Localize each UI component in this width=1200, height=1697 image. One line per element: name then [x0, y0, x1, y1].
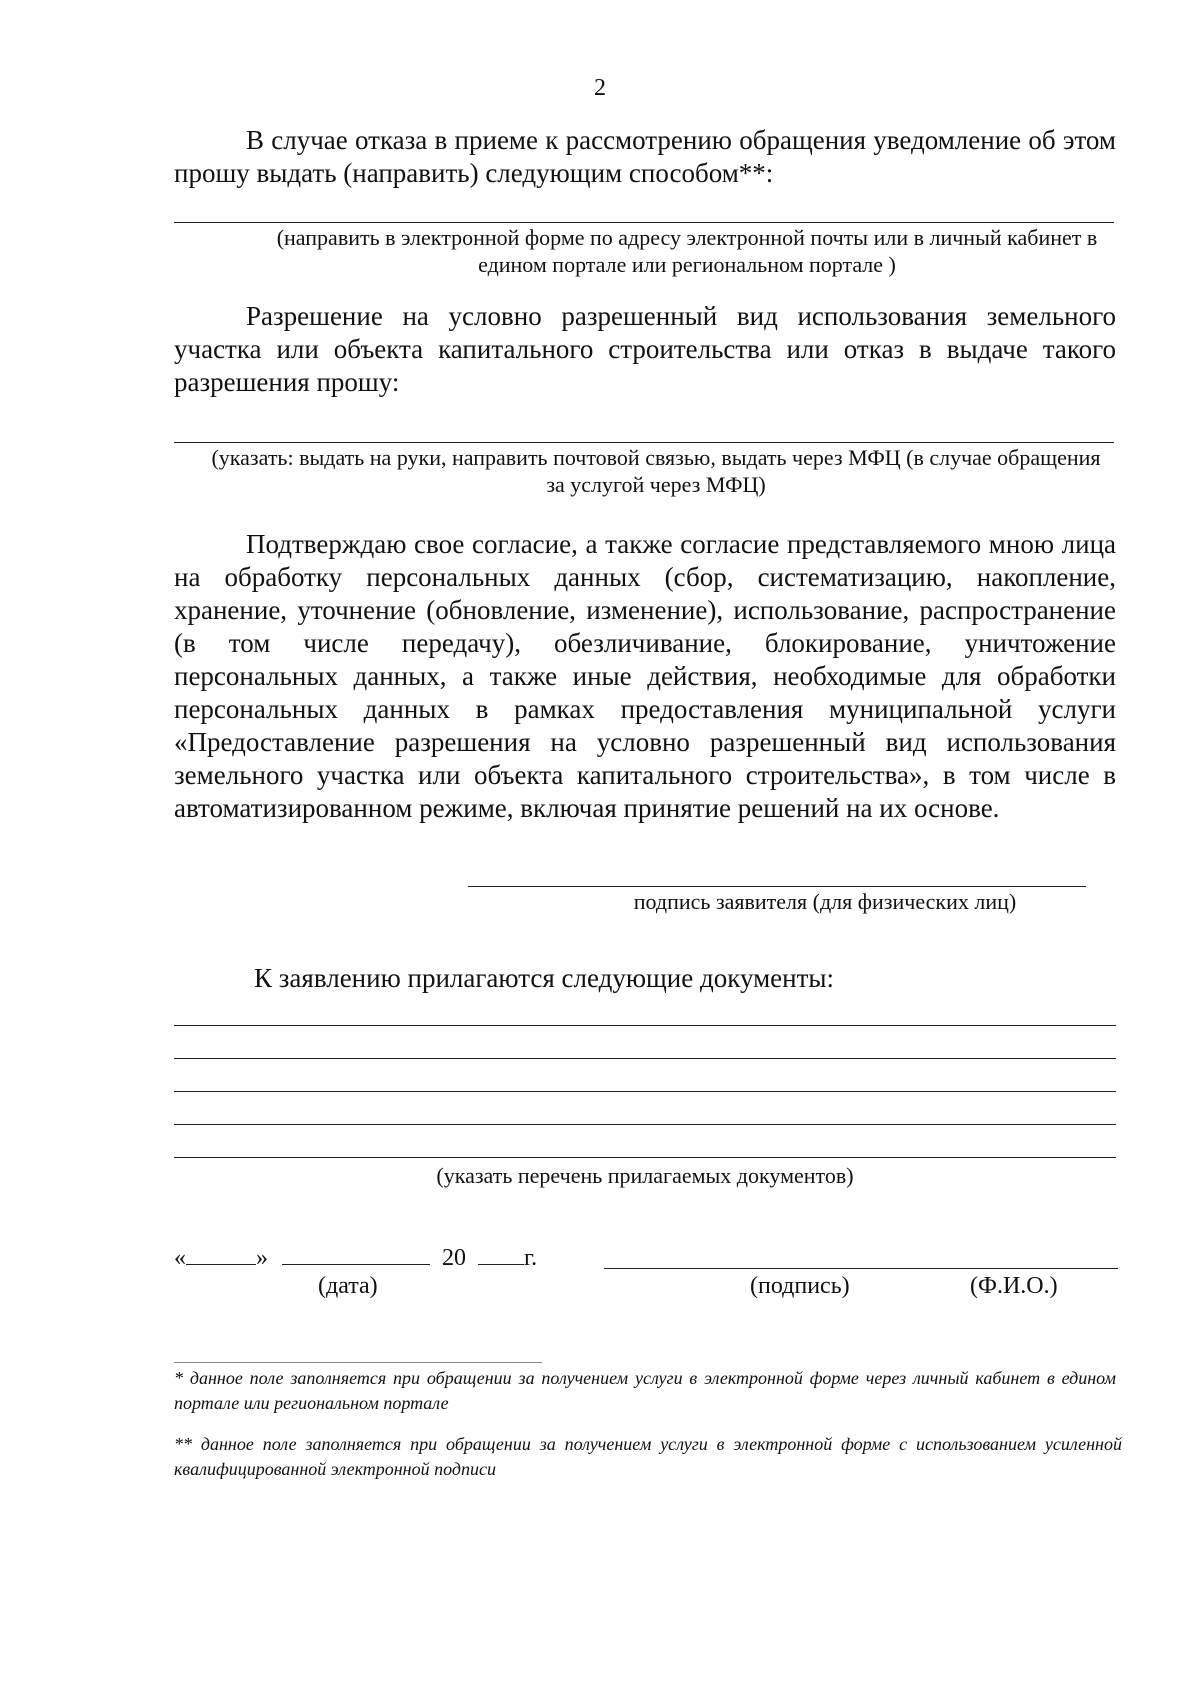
attachment-line	[174, 1157, 1116, 1158]
footnote-1: * данное поле заполняется при обращении за получением услуги в электронной форме через личный кабинет в едином портале или региональном портале	[174, 1368, 1116, 1413]
year-suffix: г.	[524, 1245, 538, 1271]
permit-delivery-hint: (указать: выдать на руки, направить почтовой связью, выдать через МФЦ (в случае обращения за услугой через МФЦ)	[211, 445, 1101, 497]
year-prefix: 20	[442, 1245, 466, 1271]
date-open-quote: «	[174, 1245, 186, 1271]
consent-paragraph: Подтверждаю свое согласие, а также согласие представляемого мною лица на обработку персональных данных (сбор, систематизацию, накопление, хранение, уточнение (обновление, изменение), использование, распространение (в том числе передачу), обезличивание, блокирование, уничтожение персональных данных, а также иные действия, необходимые для обработки персональных данных в рамках предоставления муниципальной услуги «Предоставление разрешения на условно разрешенный вид использования земельного участка или объекта капитального строительства», в том числе в автоматизированном режиме, включая принятие решений на их основе.	[174, 529, 1116, 823]
footnote-separator	[174, 1362, 542, 1363]
day-blank	[186, 1242, 256, 1265]
month-blank	[282, 1242, 430, 1265]
date-label: (дата)	[318, 1273, 378, 1299]
page-number: 2	[594, 75, 606, 101]
date-field	[174, 1242, 537, 1272]
attachment-line	[174, 1124, 1116, 1125]
refusal-notice-paragraph: В случае отказа в приеме к рассмотрению обращения уведомление об этом прошу выдать (направить) следующим способом**:	[174, 125, 1116, 188]
year-blank	[478, 1242, 524, 1265]
attachment-line	[174, 1058, 1116, 1059]
footnote-2: ** данное поле заполняется при обращении за получением услуги в электронной форме с использованием усиленной квалифицированной электронной подписи	[174, 1434, 1122, 1479]
applicant-signature-line	[468, 886, 1086, 887]
refusal-method-field-line	[174, 222, 1114, 223]
refusal-method-hint: (направить в электронной форме по адресу электронной почты или в личный кабинет в едином портале или региональном портале )	[276, 225, 1098, 277]
permit-delivery-paragraph: Разрешение на условно разрешенный вид использования земельного участка или объекта капитального строительства или отказ в выдаче такого разрешения прошу:	[174, 301, 1116, 397]
signature-name-line	[604, 1268, 1118, 1269]
attachment-line	[174, 1091, 1116, 1092]
attachment-line	[174, 1025, 1116, 1026]
full-name-label: (Ф.И.О.)	[970, 1273, 1058, 1299]
attachments-hint: (указать перечень прилагаемых документов)	[436, 1163, 854, 1188]
applicant-signature-hint: подпись заявителя (для физических лиц)	[633, 889, 1017, 914]
signature-label: (подпись)	[750, 1273, 850, 1299]
permit-delivery-field-line	[174, 442, 1114, 443]
attachments-title: К заявлению прилагаются следующие документы:	[254, 963, 835, 993]
date-close-quote: »	[256, 1245, 268, 1271]
